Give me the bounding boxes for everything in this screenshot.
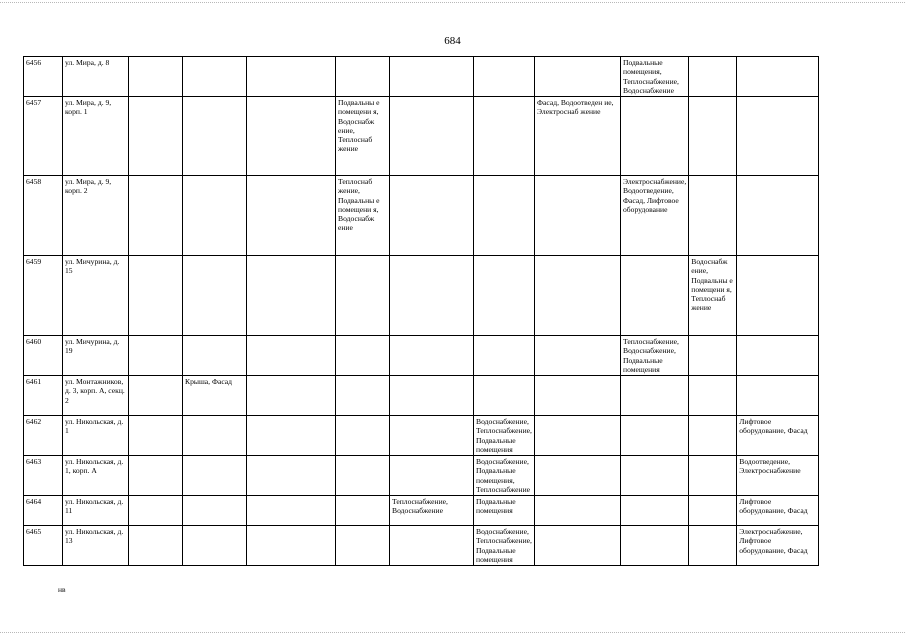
row-number: 6461 <box>24 376 63 416</box>
address-cell: ул. Мира, д. 9, корп. 1 <box>63 97 129 176</box>
work-type-cell <box>336 57 390 97</box>
page-number: 684 <box>444 35 461 47</box>
work-type-cell <box>535 456 621 496</box>
footer-mark: нв <box>58 585 66 594</box>
work-type-cell <box>535 336 621 376</box>
work-type-cell <box>129 376 183 416</box>
address-cell: ул. Никольская, д. 1 <box>63 416 129 456</box>
work-type-cell <box>621 456 689 496</box>
work-type-cell <box>336 336 390 376</box>
work-type-cell <box>474 57 535 97</box>
work-type-cell: Фасад, Водоотведен ие, Электроснаб жение <box>535 97 621 176</box>
address-cell: ул. Мичурина, д. 15 <box>63 256 129 336</box>
work-type-cell: Подвальны е помещени я, Водоснабж ение, Теплоснаб жение <box>336 97 390 176</box>
work-type-cell: Водоотведение, Электроснабжение <box>737 456 819 496</box>
work-type-cell <box>183 526 247 566</box>
work-type-cell <box>390 57 474 97</box>
row-number: 6456 <box>24 57 63 97</box>
address-cell: ул. Монтажников, д. 3, корп. А, секц. 2 <box>63 376 129 416</box>
work-type-cell: Крыша, Фасад <box>183 376 247 416</box>
work-type-cell <box>737 256 819 336</box>
work-type-cell <box>336 526 390 566</box>
work-type-cell <box>183 416 247 456</box>
work-type-cell <box>183 496 247 526</box>
table-row <box>24 97 819 176</box>
work-type-cell <box>689 496 737 526</box>
table-row <box>24 256 819 336</box>
work-type-cell <box>474 176 535 256</box>
work-type-cell <box>535 416 621 456</box>
address-cell: ул. Мира, д. 8 <box>63 57 129 97</box>
work-type-cell <box>183 57 247 97</box>
work-type-cell <box>336 496 390 526</box>
work-type-cell <box>247 456 336 496</box>
work-type-cell: Лифтовое оборудование, Фасад <box>737 416 819 456</box>
work-type-cell: Водоснабж ение, Подвальны е помещени я, Теплоснаб жение <box>689 256 737 336</box>
work-type-cell <box>737 376 819 416</box>
table-row <box>24 456 819 496</box>
work-type-cell: Подвальные помещения <box>474 496 535 526</box>
work-type-cell <box>129 176 183 256</box>
work-type-cell <box>621 97 689 176</box>
work-type-cell <box>247 57 336 97</box>
work-type-cell <box>689 176 737 256</box>
work-type-cell <box>689 57 737 97</box>
address-cell: ул. Мичурина, д. 19 <box>63 336 129 376</box>
table-row <box>24 176 819 256</box>
work-type-cell: Теплоснабжение, Водоснабжение <box>390 496 474 526</box>
work-type-cell <box>535 57 621 97</box>
work-type-cell <box>247 526 336 566</box>
work-type-cell <box>247 376 336 416</box>
work-type-cell <box>129 456 183 496</box>
row-number: 6465 <box>24 526 63 566</box>
work-type-cell <box>474 376 535 416</box>
work-type-cell <box>621 376 689 416</box>
work-type-cell <box>129 97 183 176</box>
scan-edge-top <box>0 2 905 3</box>
work-type-cell <box>689 336 737 376</box>
work-type-cell: Электроснабжение, Лифтовое оборудование, Фасад <box>737 526 819 566</box>
table-row <box>24 526 819 566</box>
table-row <box>24 416 819 456</box>
work-type-cell <box>689 97 737 176</box>
work-type-cell <box>737 336 819 376</box>
work-type-cell <box>390 256 474 336</box>
work-type-cell <box>336 456 390 496</box>
work-type-cell <box>535 256 621 336</box>
row-number: 6459 <box>24 256 63 336</box>
work-type-cell <box>390 526 474 566</box>
work-type-cell <box>247 97 336 176</box>
work-type-cell: Водоснабжение, Теплоснабжение, Подвальные помещения <box>474 526 535 566</box>
work-type-cell <box>621 526 689 566</box>
work-type-cell <box>247 256 336 336</box>
work-type-cell <box>621 256 689 336</box>
address-cell: ул. Никольская, д. 11 <box>63 496 129 526</box>
table-row <box>24 336 819 376</box>
address-cell: ул. Мира, д. 9, корп. 2 <box>63 176 129 256</box>
work-type-cell <box>390 97 474 176</box>
row-number: 6460 <box>24 336 63 376</box>
row-number: 6457 <box>24 97 63 176</box>
work-type-cell <box>390 416 474 456</box>
work-type-cell <box>535 176 621 256</box>
work-type-cell <box>689 526 737 566</box>
row-number: 6463 <box>24 456 63 496</box>
work-type-cell <box>129 336 183 376</box>
work-type-cell <box>129 57 183 97</box>
work-type-cell <box>390 176 474 256</box>
row-number: 6462 <box>24 416 63 456</box>
work-type-cell: Теплоснаб жение, Подвальны е помещени я, Водоснабж ение <box>336 176 390 256</box>
work-type-cell <box>129 496 183 526</box>
work-type-cell <box>535 376 621 416</box>
work-type-cell <box>247 176 336 256</box>
table-row <box>24 57 819 97</box>
work-type-cell <box>737 57 819 97</box>
work-type-cell <box>183 456 247 496</box>
work-type-cell <box>390 456 474 496</box>
work-type-cell <box>129 526 183 566</box>
work-type-cell <box>390 336 474 376</box>
work-type-cell <box>737 97 819 176</box>
work-type-cell <box>737 176 819 256</box>
work-type-cell: Водоснабжение, Подвальные помещения, Теплоснабжение <box>474 456 535 496</box>
scan-edge-bottom <box>0 632 905 633</box>
work-type-cell <box>689 456 737 496</box>
work-type-cell <box>129 256 183 336</box>
work-type-cell <box>474 97 535 176</box>
work-type-cell <box>689 416 737 456</box>
address-cell: ул. Никольская, д. 1, корп. А <box>63 456 129 496</box>
work-type-cell <box>336 376 390 416</box>
work-type-cell <box>183 176 247 256</box>
work-type-cell <box>336 416 390 456</box>
work-type-cell: Подвальные помещения, Теплоснабжение, Водоснабжение <box>621 57 689 97</box>
work-type-cell <box>689 376 737 416</box>
repair-schedule-table <box>23 56 819 566</box>
row-number: 6458 <box>24 176 63 256</box>
table-row <box>24 376 819 416</box>
work-type-cell: Электроснабжение, Водоотведение, Фасад, Лифтовое оборудование <box>621 176 689 256</box>
work-type-cell <box>183 336 247 376</box>
work-type-cell <box>474 256 535 336</box>
work-type-cell <box>621 416 689 456</box>
work-type-cell <box>183 256 247 336</box>
work-type-cell <box>390 376 474 416</box>
work-type-cell <box>247 416 336 456</box>
work-type-cell <box>621 496 689 526</box>
table-row <box>24 496 819 526</box>
work-type-cell <box>129 416 183 456</box>
work-type-cell <box>336 256 390 336</box>
work-type-cell <box>183 97 247 176</box>
row-number: 6464 <box>24 496 63 526</box>
work-type-cell <box>247 336 336 376</box>
work-type-cell: Водоснабжение, Теплоснабжение, Подвальные помещения <box>474 416 535 456</box>
work-type-cell <box>535 496 621 526</box>
address-cell: ул. Никольская, д. 13 <box>63 526 129 566</box>
work-type-cell <box>247 496 336 526</box>
work-type-cell: Теплоснабжение, Водоснабжение, Подвальные помещения <box>621 336 689 376</box>
work-type-cell <box>474 336 535 376</box>
work-type-cell <box>535 526 621 566</box>
work-type-cell: Лифтовое оборудование, Фасад <box>737 496 819 526</box>
